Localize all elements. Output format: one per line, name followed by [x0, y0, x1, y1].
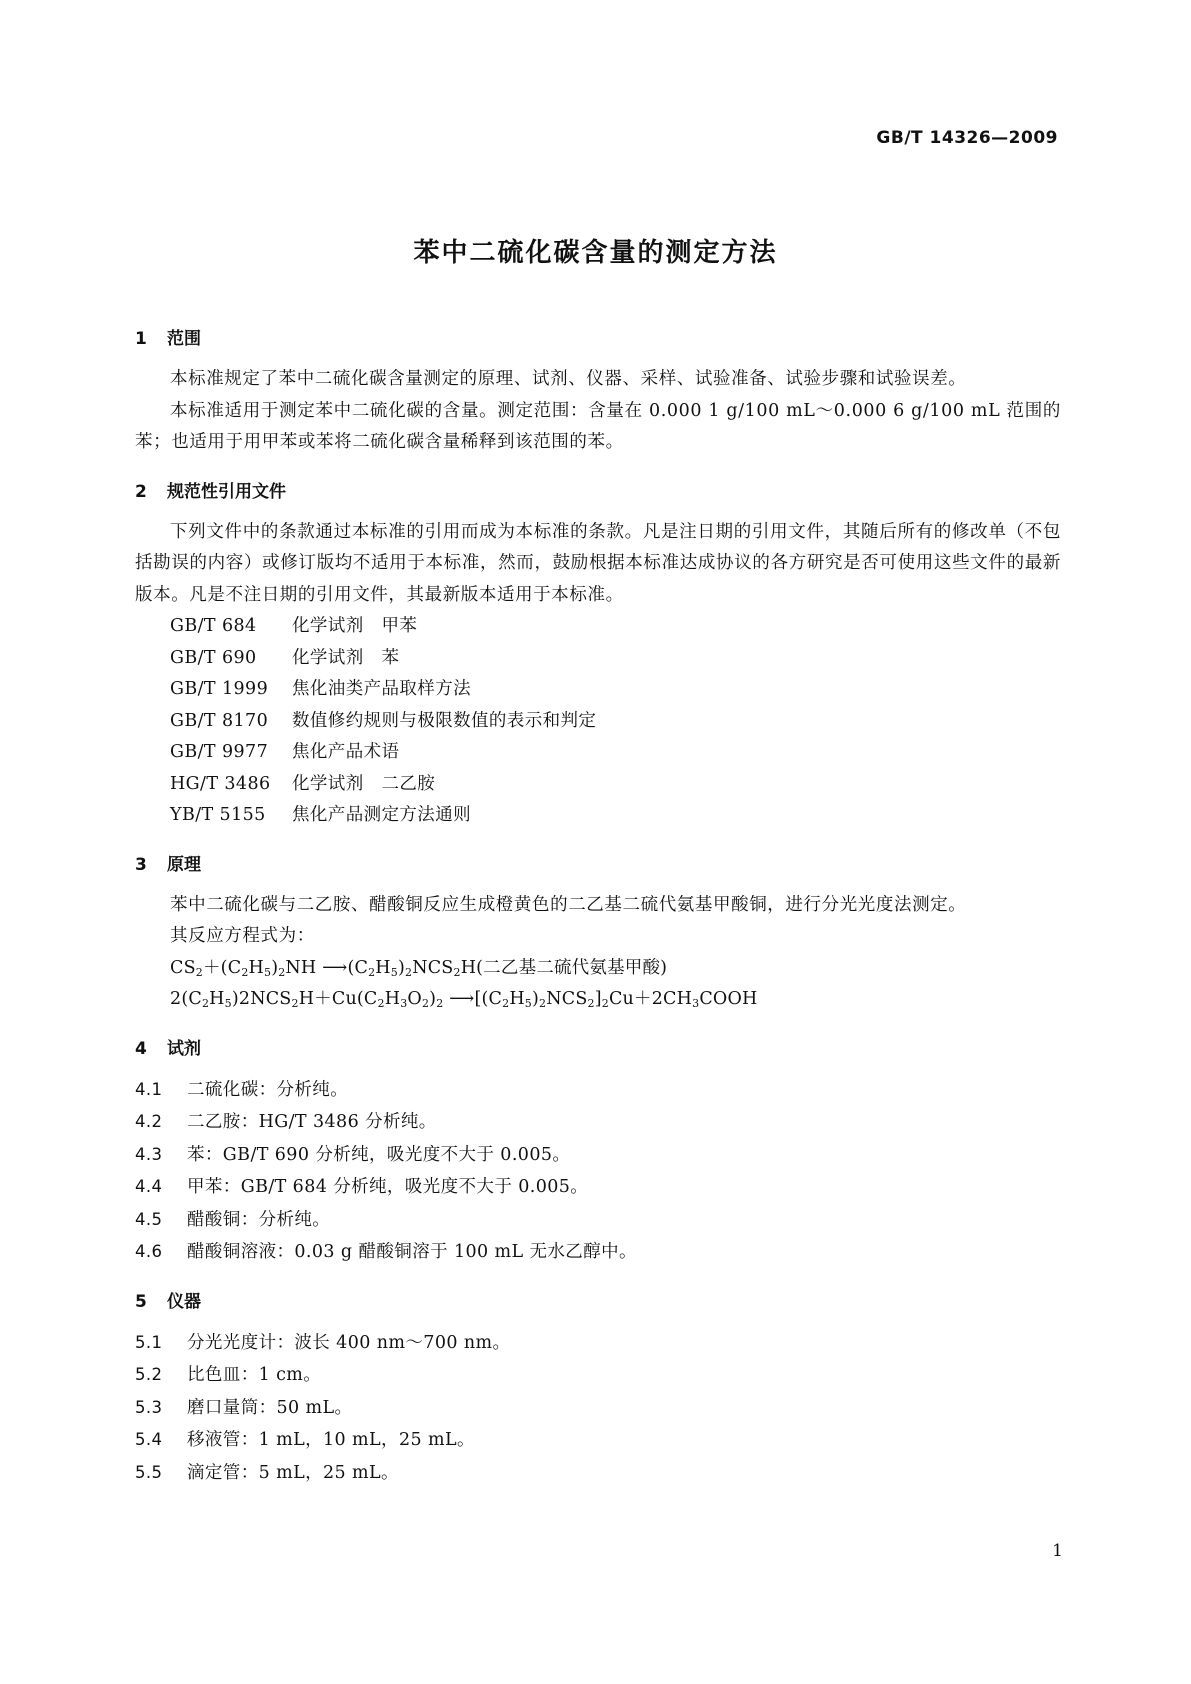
section-heading-apparatus: 5 仪器 [135, 1291, 201, 1312]
page-number: 1 [1052, 1541, 1063, 1561]
reference-list [135, 611, 1061, 832]
section-heading-reagents: 4 试剂 [135, 1038, 201, 1059]
apparatus-item: 5.3 磨口量筒：50 mL。 [135, 1397, 353, 1418]
reference-item: YB/T 5155 焦化产品测定方法通则 [170, 805, 471, 825]
section-heading-references: 2 规范性引用文件 [135, 481, 286, 502]
principle-paragraph: 苯中二硫化碳与二乙胺、醋酸铜反应生成橙黄色的二乙基二硫代氨基甲酸铜，进行分光光度法测定。 [170, 894, 967, 915]
scope-paragraph-2: 本标准适用于测定苯中二硫化碳的含量。测定范围：含量在 0.000 1 g/100 mL～0.000 6 g/100 mL 范围的苯；也适用于用甲苯或苯将二硫化碳含量稀释到该范围的苯。 [135, 400, 1061, 452]
reference-item: GB/T 684 化学试剂 甲苯 [170, 616, 418, 636]
reagent-item: 4.3 苯：GB/T 690 分析纯，吸光度不大于 0.005。 [135, 1144, 571, 1165]
apparatus-item: 5.5 滴定管：5 mL，25 mL。 [135, 1462, 399, 1483]
reference-item: GB/T 690 化学试剂 苯 [170, 647, 400, 668]
apparatus-list [135, 1327, 1061, 1490]
reagent-item: 4.4 甲苯：GB/T 684 分析纯，吸光度不大于 0.005。 [135, 1177, 589, 1197]
references-intro: 下列文件中的条款通过本标准的引用而成为本标准的条款。凡是注日期的引用文件，其随后所有的修改单（不包括勘误的内容）或修订版均不适用于本标准，然而，鼓励根据本标准达成协议的各方研究是否可使用这些文件的最新版本。凡是不注日期的引用文件，其最新版本适用于本标准。 [135, 521, 1061, 605]
section-heading-principle: 3 原理 [135, 854, 201, 875]
reaction-equation-1: $CS_2+(C_2H_5)_2NH$ $⟶(C_2H_5)_2NCS_2H$(二乙基二硫代氨基甲酸) [170, 957, 668, 979]
reagent-item: 4.1 二硫化碳：分析纯。 [135, 1079, 349, 1100]
scope-paragraph-1: 本标准规定了苯中二硫化碳含量测定的原理、试剂、仪器、采样、试验准备、试验步骤和试验误差。 [170, 369, 967, 389]
standard-code: GB/T 14326—2009 [876, 128, 1058, 148]
reference-item: GB/T 9977 焦化产品术语 [170, 742, 400, 762]
apparatus-item: 5.4 移液管：1 mL，10 mL，25 mL。 [135, 1430, 475, 1450]
section-heading-scope: 1 范围 [135, 329, 201, 349]
apparatus-item: 5.2 比色皿：1 cm。 [135, 1365, 322, 1385]
reagent-item: 4.6 醋酸铜溶液：0.03 g 醋酸铜溶于 100 mL 无水乙醇中。 [135, 1242, 637, 1262]
reference-item: HG/T 3486 化学试剂 二乙胺 [170, 773, 436, 794]
reference-item: GB/T 8170 数值修约规则与极限数值的表示和判定 [170, 710, 597, 731]
reagent-item: 4.2 二乙胺：HG/T 3486 分析纯。 [135, 1112, 437, 1132]
principle-equation-intro: 其反应方程式为： [170, 926, 315, 946]
reaction-equation-2: $2(C_2H_5)2NCS_2H+Cu(C_2H_3O_2)_2$ $⟶[(C_2H_5)_2NCS_2]_2Cu+2CH_3COOH$ [170, 989, 758, 1010]
equation-1-label: (二乙基二硫代氨基甲酸) [476, 957, 668, 978]
apparatus-item: 5.1 分光光度计：波长 400 nm～700 nm。 [135, 1332, 511, 1353]
reagent-list [135, 1074, 1061, 1269]
document-body [135, 324, 1061, 1489]
reagent-item: 4.5 醋酸铜：分析纯。 [135, 1209, 331, 1230]
reference-item: GB/T 1999 焦化油类产品取样方法 [170, 679, 471, 699]
document-title: 苯中二硫化碳含量的测定方法 [413, 238, 778, 268]
